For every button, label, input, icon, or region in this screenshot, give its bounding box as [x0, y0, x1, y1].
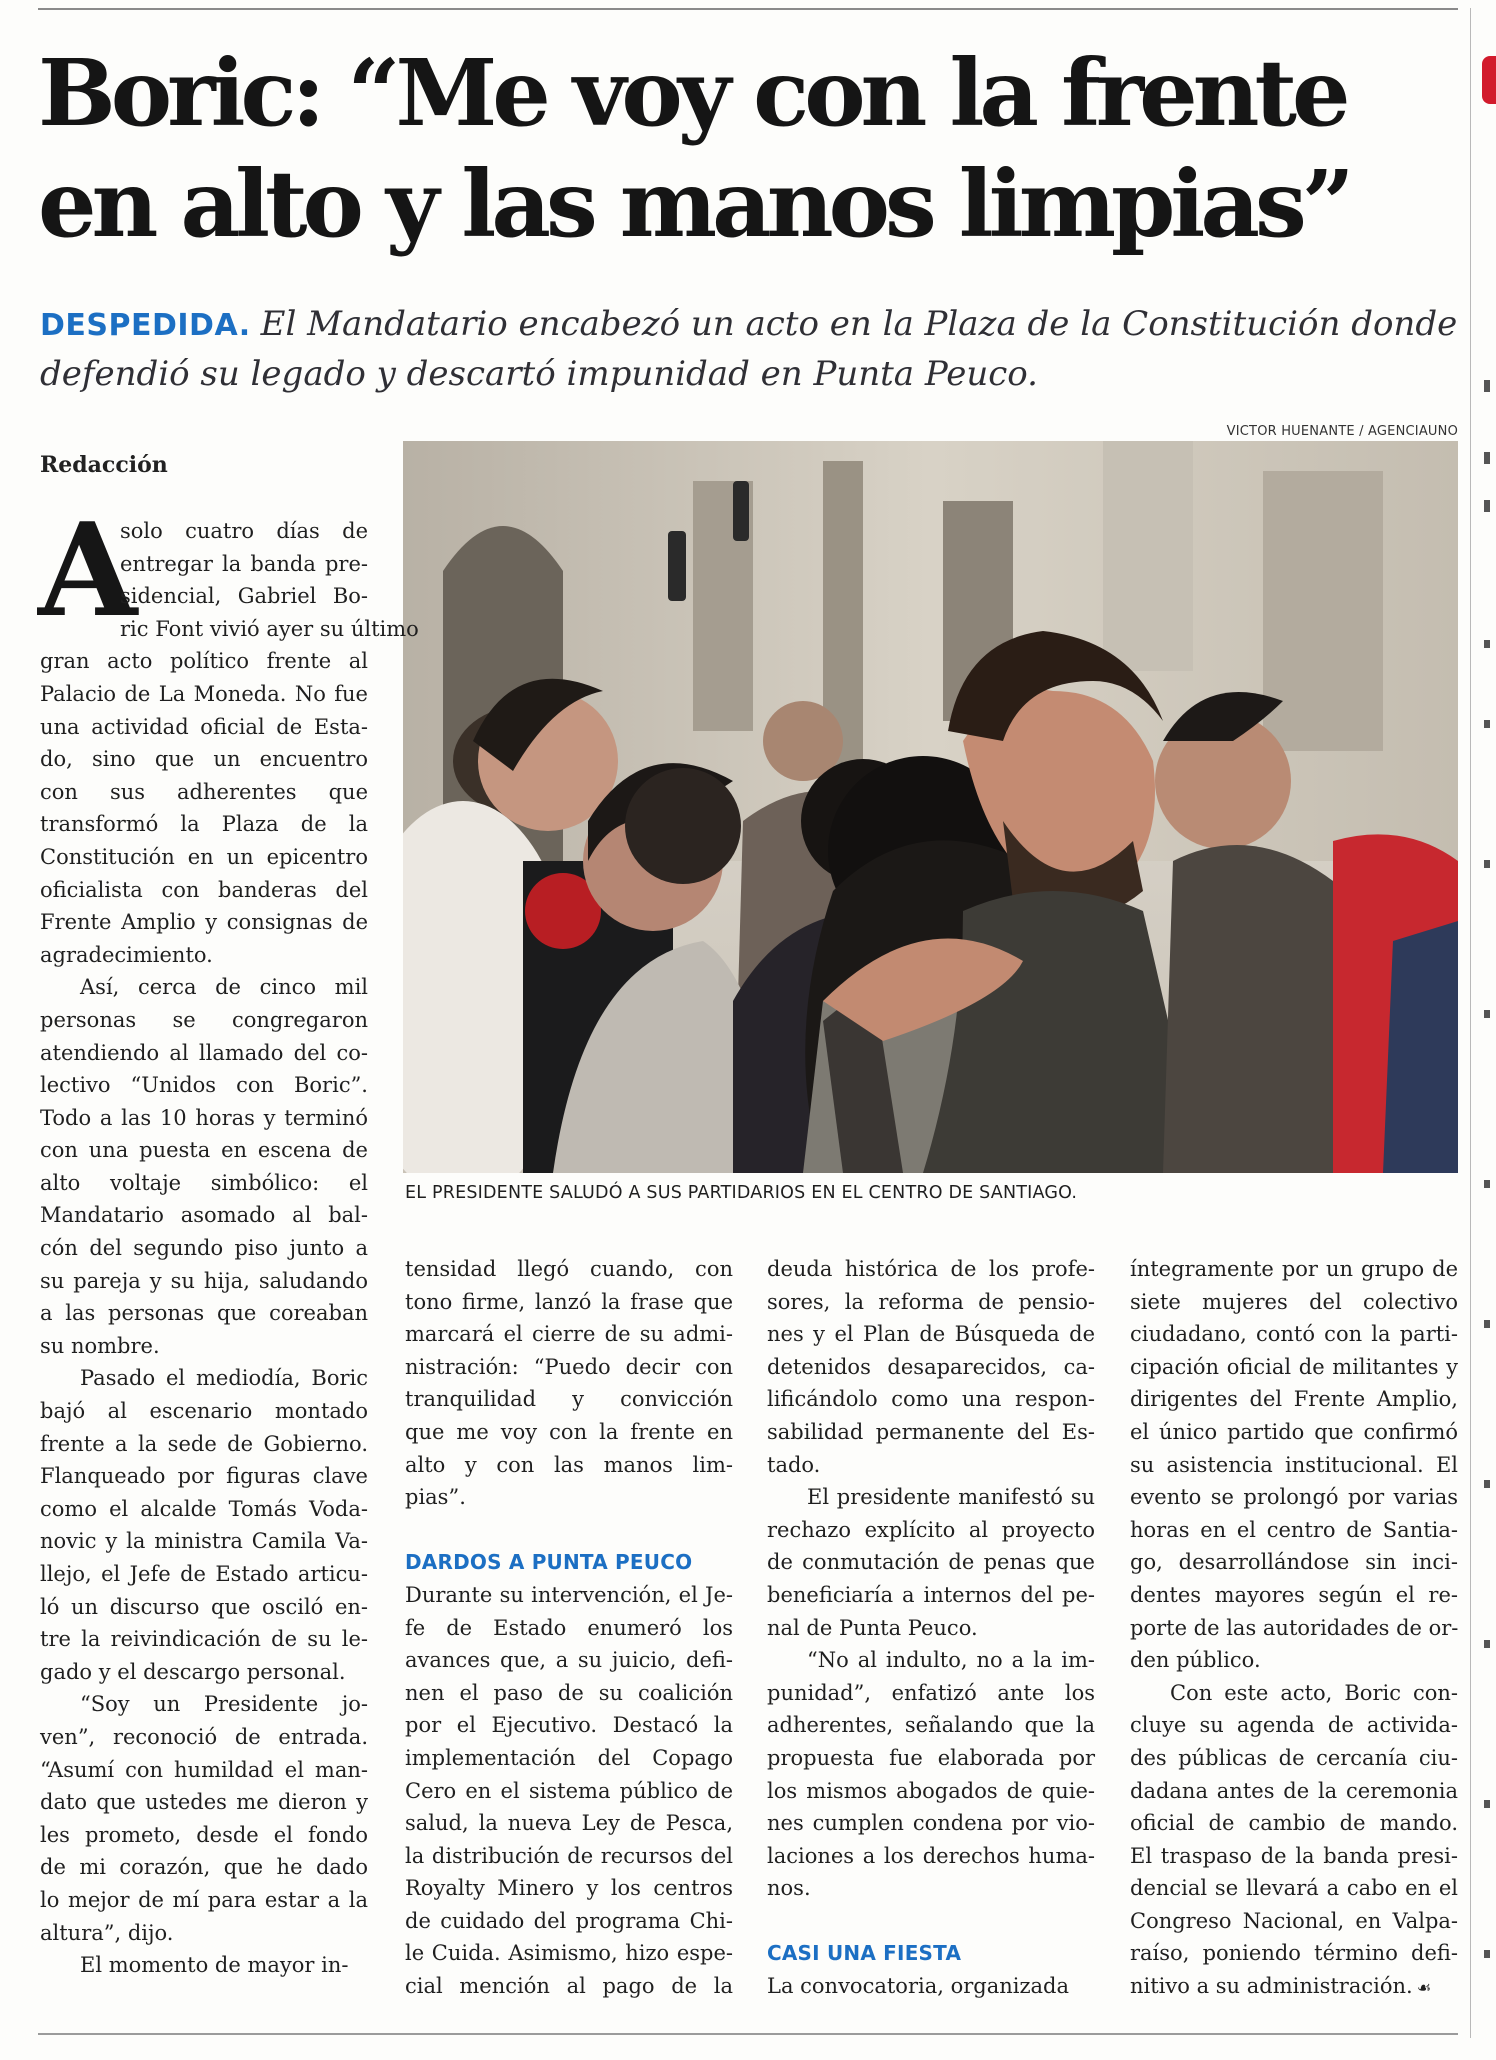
deck [40, 300, 1460, 398]
end-mark-icon: ☙ [1416, 1978, 1432, 1998]
deck-text: El Mandatario encabezó un acto en la Plaza de la Constitución donde defendió su legado y descartó impunidad en Punta Peuco. [40, 304, 1458, 394]
subhead-fiesta: CASI UNA FIESTA [767, 1941, 962, 1966]
headline-line-2: en alto y las manos limpias” [38, 150, 1350, 258]
headline-line-1: Boric: “Me voy con la frente [38, 39, 1346, 147]
byline: Redacción [40, 452, 168, 478]
photo-credit: VICTOR HUENANTE / AGENCIAUNO [1226, 424, 1458, 439]
drop-cap: A [38, 496, 138, 646]
article-column-3: deuda histórica de los profe- sores, la reforma de pensio- nes y el Plan de Búsqueda de detenidos desaparecidos, ca- lificándolo como una respon- sabilidad permanente del Es- tado. El presidente manifestó su rechazo explícito al proyecto de conmutación de penas que beneficiaría a internos del pe- nal de Punta Peuco. “No al indulto, no a la im- punidad”, enfatizó ante los adherentes, señalando que la propuesta fue elaborada por los mismos abogados de quie- nes cumplen condena por vio- laciones a los derechos huma- nos. CASI UNA FIESTA La convocatoria, organizada [767, 1257, 1095, 1999]
adjacent-page-logo-fragment [1482, 56, 1496, 104]
article-column-1: A solo cuatro días de entregar la banda pre- sidencial, Gabriel Bo- ric Font vivió ayer su último gran acto político frente al Palacio de La Moneda. No fue una actividad oficial de Esta- do, sino que un encuentro con sus adherentes que transformó la Plaza de la Constitución en un epicentro oficialista con banderas del Frente Amplio y consignas de agradecimiento. Así, cerca de cinco mil personas se congregaron atendiendo al llamado del co- lectivo “Unidos con Boric”. Todo a las 10 horas y terminó con una puesta en escena de alto voltaje simbólico: el Mandatario asomado al bal- cón del segundo piso junto a su pareja y su hija, saludando a las personas que coreaban su nombre. Pasado el mediodía, Boric bajó al escenario montado frente a la sede de Gobierno. Flanqueado por figuras clave como el alcalde Tomás Voda- novic y la ministra Camila Va- llejo, el Jefe de Estado articu- ló un discurso que osciló en- tre la reivindicación de su le- gado y el descargo personal. “Soy un Presidente jo- ven”, reconoció de entrada. “Asumí con humildad el man- dato que ustedes me dieron y les prometo, desde el fondo de mi corazón, que he dado lo mejor de mí para estar a la altura”, dijo. El momento de mayor in- [38, 496, 419, 1978]
news-photo [403, 441, 1458, 1173]
column-divider-right [1470, 8, 1471, 2038]
photo-caption: EL PRESIDENTE SALUDÓ A SUS PARTIDARIOS EN EL CENTRO DE SANTIAGO. [405, 1183, 1078, 1203]
top-rule [38, 8, 1458, 10]
article-column-4: íntegramente por un grupo de siete mujeres del colectivo ciudadano, contó con la parti- cipación oficial de militantes y dirigentes del Frente Amplio, el único partido que confirmó su asistencia institucional. El evento se prolongó por varias horas en el centro de Santia- go, desarrollándose sin inci- dentes mayores según el re- porte de las autoridades de or- den público. Con este acto, Boric con- cluye su agenda de activida- des públicas de cercanía ciu- dadana antes de la ceremonia oficial de cambio de mando. El traspaso de la banda presi- dencial se llevará a cabo en el Congreso Nacional, en Valpa- raíso, poniendo término defi- nitivo a su administración. ☙ [1130, 1257, 1459, 1999]
bottom-rule [38, 2033, 1458, 2035]
photo-illustration [403, 441, 1458, 1173]
adjacent-page-edge [1478, 0, 1496, 2060]
headline [38, 38, 1438, 260]
deck-kicker: DESPEDIDA. [40, 308, 251, 343]
article-column-2: tensidad llegó cuando, con tono firme, lanzó la frase que marcará el cierre de su admi- nistración: “Puedo decir con tranquilidad y convicción que me voy con la frente en alto y con las manos lim- pias”. DARDOS A PUNTA PEUCO Durante su intervención, el Je- fe de Estado enumeró los avances que, a su juicio, defi- nen el paso de su coalición por el Ejecutivo. Destacó la implementación del Copago Cero en el sistema público de salud, la nueva Ley de Pesca, la distribución de recursos del Royalty Minero y los centros de cuidado del programa Chi- le Cuida. Asimismo, hizo espe- cial mención al pago de la [405, 1257, 733, 1999]
subhead-dardos: DARDOS A PUNTA PEUCO [405, 1550, 693, 1575]
